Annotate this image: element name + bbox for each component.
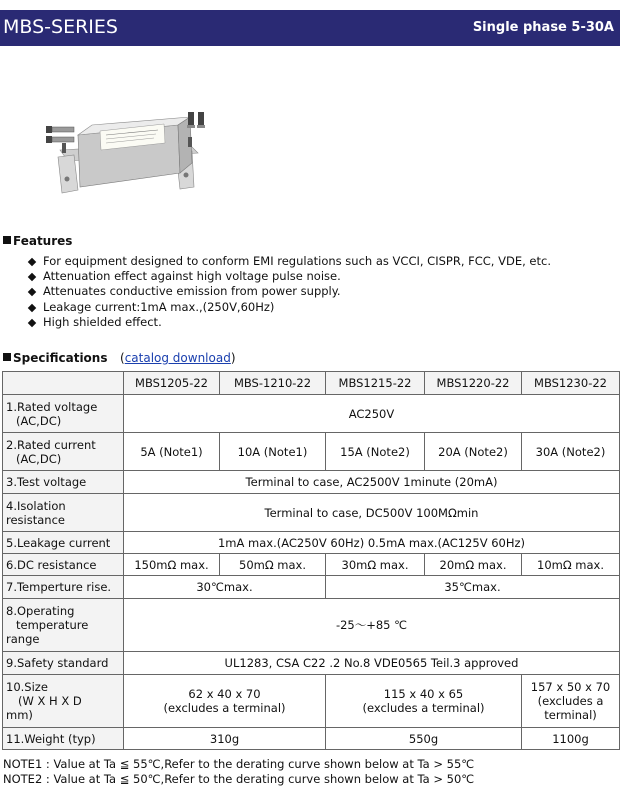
row-label: 7.Temperture rise.	[3, 576, 124, 599]
table-row	[3, 675, 620, 728]
table-corner-cell	[3, 372, 124, 395]
table-cell: 30℃max.	[124, 576, 326, 599]
table-cell: -25～+85 ℃	[124, 599, 620, 652]
table-cell: 1100g	[522, 728, 620, 750]
table-row	[3, 532, 620, 554]
table-row	[3, 599, 620, 652]
page-header	[0, 10, 620, 46]
row-label: 4.Isolation resistance	[3, 494, 124, 532]
table-row	[3, 576, 620, 599]
table-cell: 1mA max.(AC250V 60Hz) 0.5mA max.(AC125V 60Hz)	[124, 532, 620, 554]
table-row	[3, 395, 620, 433]
square-bullet-icon	[3, 353, 11, 361]
list-item: High shielded effect.	[28, 315, 551, 330]
table-cell: 5A (Note1)	[124, 433, 220, 471]
specifications-table	[2, 371, 620, 750]
row-label: 6.DC resistance	[3, 554, 124, 576]
features-heading	[3, 234, 72, 248]
row-label: 8.Operating temperature range	[3, 599, 124, 652]
table-cell: 20A (Note2)	[425, 433, 522, 471]
table-cell: AC250V	[124, 395, 620, 433]
table-row	[3, 652, 620, 675]
table-cell: 150mΩ max.	[124, 554, 220, 576]
note-1: NOTE1 : Value at Ta ≦ 55℃,Refer to the derating curve shown below at Ta > 55℃	[3, 757, 475, 771]
list-item: For equipment designed to conform EMI regulations such as VCCI, CISPR, FCC, VDE, etc.	[28, 254, 551, 269]
square-bullet-icon	[3, 236, 11, 244]
model-header: MBS1215-22	[326, 372, 425, 395]
table-cell: 310g	[124, 728, 326, 750]
table-cell: 35℃max.	[326, 576, 620, 599]
diamond-bullet-icon	[28, 319, 36, 327]
note-2: NOTE2 : Value at Ta ≦ 50℃,Refer to the derating curve shown below at Ta > 50℃	[3, 772, 475, 786]
specifications-heading	[3, 351, 107, 365]
table-row	[3, 554, 620, 576]
table-cell: 20mΩ max.	[425, 554, 522, 576]
row-label: 5.Leakage current	[3, 532, 124, 554]
list-item: Leakage current:1mA max.,(250V,60Hz)	[28, 300, 551, 315]
series-subtitle: Single phase 5-30A	[472, 20, 614, 35]
model-header: MBS1205-22	[124, 372, 220, 395]
table-cell: 157 x 50 x 70 (excludes a terminal)	[522, 675, 620, 728]
table-cell: 10mΩ max.	[522, 554, 620, 576]
row-label: 2.Rated current (AC,DC)	[3, 433, 124, 471]
row-label: 11.Weight (typ)	[3, 728, 124, 750]
catalog-download-link[interactable]: catalog download	[124, 351, 231, 365]
catalog-download: (catalog download)	[120, 351, 236, 365]
diamond-bullet-icon	[28, 273, 36, 281]
table-cell: UL1283, CSA C22 .2 No.8 VDE0565 Teil.3 approved	[124, 652, 620, 675]
diamond-bullet-icon	[28, 258, 36, 266]
table-cell: 50mΩ max.	[220, 554, 326, 576]
table-cell: 30A (Note2)	[522, 433, 620, 471]
table-row	[3, 372, 620, 395]
row-label: 3.Test voltage	[3, 471, 124, 494]
notes	[3, 757, 474, 787]
series-title: MBS-SERIES	[3, 16, 118, 38]
model-header: MBS1230-22	[522, 372, 620, 395]
table-cell: 10A (Note1)	[220, 433, 326, 471]
row-label: 10.Size (W X H X D mm)	[3, 675, 124, 728]
features-list	[28, 254, 551, 330]
features-heading-label: Features	[13, 234, 73, 248]
table-cell: 115 x 40 x 65 (excludes a terminal)	[326, 675, 522, 728]
emi-filter-photo	[38, 95, 218, 205]
model-header: MBS1220-22	[425, 372, 522, 395]
table-cell: 550g	[326, 728, 522, 750]
list-item: Attenuation effect against high voltage pulse noise.	[28, 269, 551, 284]
table-row	[3, 433, 620, 471]
table-row	[3, 471, 620, 494]
row-label: 9.Safety standard	[3, 652, 124, 675]
diamond-bullet-icon	[28, 288, 36, 296]
table-cell: 30mΩ max.	[326, 554, 425, 576]
table-cell: Terminal to case, AC2500V 1minute (20mA)	[124, 471, 620, 494]
table-row	[3, 728, 620, 750]
specifications-heading-label: Specifications	[13, 351, 108, 365]
list-item: Attenuates conductive emission from power supply.	[28, 284, 551, 299]
row-label: 1.Rated voltage (AC,DC)	[3, 395, 124, 433]
table-cell: Terminal to case, DC500V 100MΩmin	[124, 494, 620, 532]
table-row	[3, 494, 620, 532]
table-cell: 62 x 40 x 70 (excludes a terminal)	[124, 675, 326, 728]
table-cell: 15A (Note2)	[326, 433, 425, 471]
diamond-bullet-icon	[28, 303, 36, 311]
model-header: MBS-1210-22	[220, 372, 326, 395]
